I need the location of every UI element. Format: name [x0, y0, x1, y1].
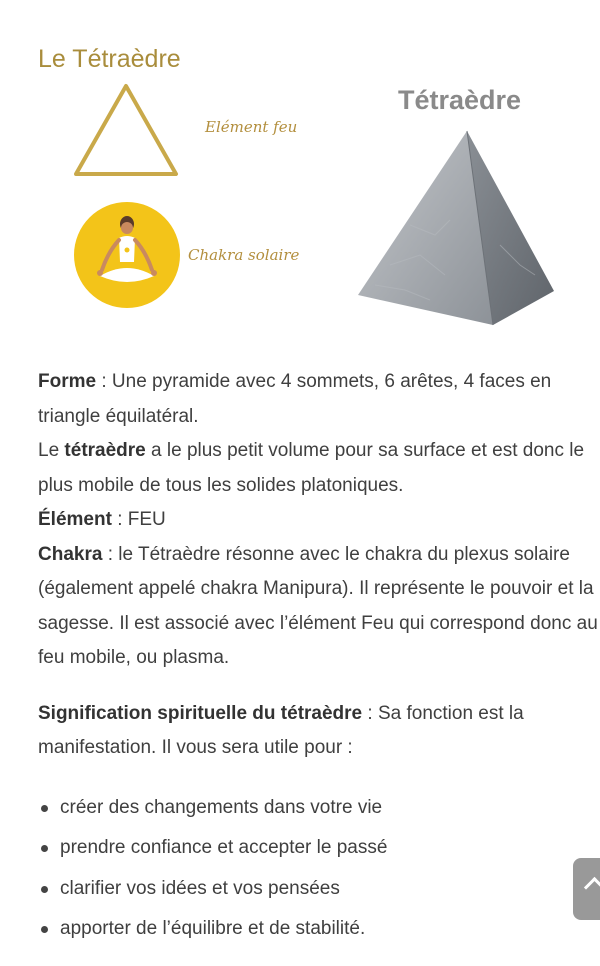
- pyramid-illustration: [350, 125, 560, 330]
- scroll-to-top-button[interactable]: [573, 858, 600, 920]
- pyramid-title: Tétraèdre: [398, 85, 522, 115]
- list-item: clarifier vos idées et vos pensées: [38, 869, 600, 910]
- list-item: prendre confiance et accepter le passé: [38, 828, 600, 869]
- list-item: créer des changements dans votre vie: [38, 788, 600, 829]
- meditating-person-icon: [72, 200, 182, 310]
- tetraedre-paragraph: [38, 434, 600, 503]
- chakra-caption: Chakra solaire: [188, 246, 300, 264]
- benefits-list: [38, 788, 600, 950]
- tetraedre-bold: tétraèdre: [64, 440, 146, 461]
- forme-text: : Une pyramide avec 4 sommets, 6 arêtes, 4 faces en triangle équilatéral.: [38, 371, 552, 427]
- tetraedre-text: a le plus petit volume pour sa surface et est donc le plus mobile de tous les solides platoniques.: [38, 440, 585, 496]
- tetrahedron-figure: [0, 70, 600, 340]
- chakra-label: Chakra: [38, 543, 103, 565]
- article-content: [38, 365, 600, 950]
- signification-label: Signification spirituelle du tétraèdre: [38, 702, 363, 724]
- chakra-paragraph: [38, 538, 600, 676]
- tetraedre-prefix: Le: [38, 440, 65, 461]
- element-text: : FEU: [111, 509, 166, 530]
- page-title: Le Tétraèdre: [38, 44, 181, 73]
- element-paragraph: [38, 503, 600, 538]
- list-item: apporter de l’équilibre et de stabilité.: [38, 909, 600, 950]
- element-caption: Elément feu: [205, 118, 298, 136]
- forme-paragraph: [38, 365, 600, 434]
- triangle-icon: [70, 80, 182, 180]
- signification-paragraph: [38, 697, 600, 766]
- signification-text: : Sa fonction est la manifestation. Il vous sera utile pour :: [38, 702, 524, 758]
- chevron-up-icon: [584, 877, 600, 898]
- chakra-text: : le Tétraèdre résonne avec le chakra du plexus solaire (également appelé chakra Manipura). Il représente le pouvoir et la sagesse. Il est associé avec l’élément Feu qui correspond donc au feu mobile, ou plasma.: [38, 543, 598, 668]
- forme-label: Forme: [38, 371, 97, 392]
- element-label: Élément: [38, 509, 112, 530]
